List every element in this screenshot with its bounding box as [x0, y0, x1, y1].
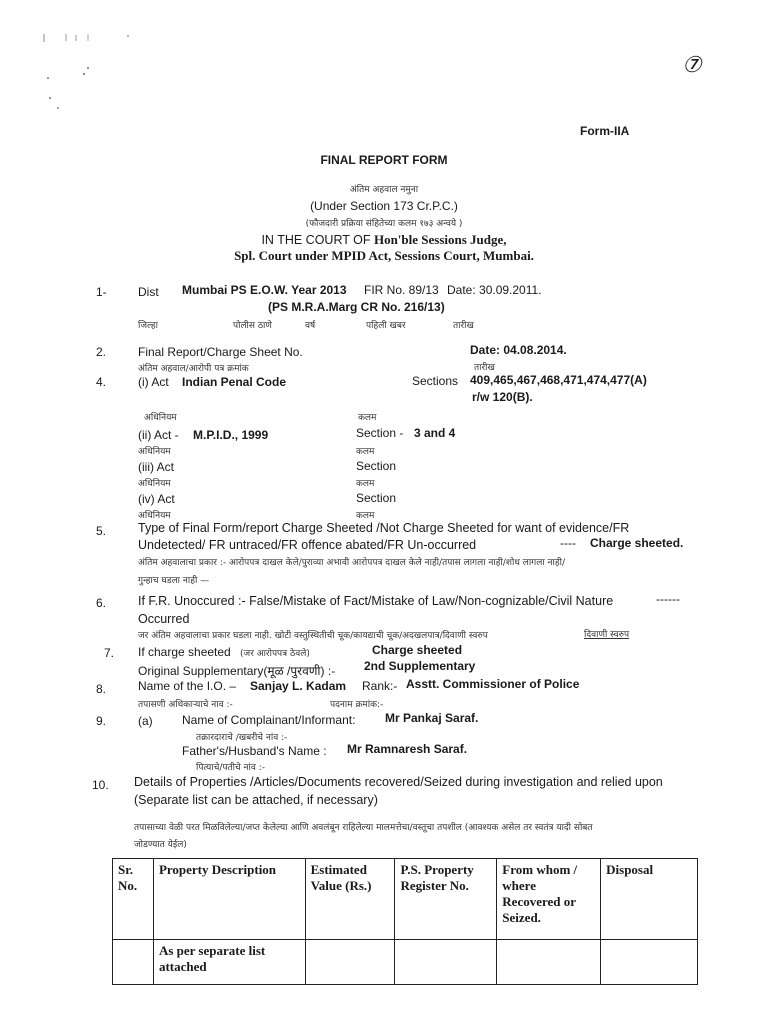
rank-dev-label: पदनाम क्रमांक:- [330, 700, 384, 710]
item-1-dev-year: वर्ष [305, 321, 316, 331]
court-line-2: Spl. Court under MPID Act, Sessions Court, Mumbai. [234, 248, 534, 263]
section-dev-label: कलम [358, 413, 377, 423]
item-2-dev: अंतिम अहवाल/आरोपी पत्र क्रमांक [138, 364, 249, 374]
act-iv-dev: अधिनियम [138, 511, 171, 521]
section-iv-dev: कलम [356, 511, 375, 521]
item-1-date: Date: 30.09.2011. [447, 283, 542, 297]
item-10-line-2: (Separate list can be attached, if necessary) [134, 793, 378, 807]
header-recovered-from: From whom / where Recovered or Seized. [497, 859, 601, 940]
cell-estimated-value [305, 940, 395, 985]
item-10-number: 10. [92, 778, 109, 792]
section-ii-value: 3 and 4 [414, 426, 456, 440]
table-header-row [113, 859, 698, 940]
item-9-sub: (a) [138, 714, 153, 728]
item-1-cr: (PS M.R.A.Marg CR No. 216/13) [268, 300, 445, 314]
item-1-dev-date: तारीख [453, 321, 474, 331]
form-label: Form-IIA [580, 124, 630, 138]
item-10-dev-line-1: तपासाच्या वेळी परत मिळविलेल्या/जप्त केलेल्या आणि अवलंबून राहिलेल्या मालमत्तेचा/वस्तूचा तपशील (आवश्यक असेल तर स्वतंत्र यादी सोबत [134, 823, 593, 833]
act-iii-dev: अधिनियम [138, 479, 171, 489]
item-1-dev-district: जिल्हा [138, 321, 158, 331]
sections-value-2: r/w 120(B). [472, 390, 533, 404]
cell-sr-no [113, 940, 154, 985]
scan-noise-marks [36, 28, 146, 118]
cell-disposal [601, 940, 698, 985]
father-label: Father's/Husband's Name : [182, 744, 327, 758]
item-1-label: Dist [138, 285, 159, 299]
item-1-dev-fir: पहिली खबर [366, 321, 406, 331]
act-iv-label: (iv) Act [138, 492, 175, 506]
cell-property-description: As per separate list attached [153, 940, 305, 985]
item-1-value: Mumbai PS E.O.W. Year 2013 [182, 283, 347, 297]
section-iv-label: Section [356, 491, 397, 505]
act-ii-dev: अधिनियम [138, 447, 171, 457]
item-6-line-1: If F.R. Unoccured :- False/Mistake of Fact/Mistake of Law/Non-cognizable/Civil Nature [138, 594, 614, 608]
complainant-dev: तक्रारदाराचे /खबरीचे नांव :- [196, 733, 288, 743]
item-10-line-1: Details of Properties /Articles/Documents recovered/Seized during investigation and relied upon [134, 775, 663, 789]
io-rank: Asstt. Commissioner of Police [406, 677, 580, 691]
item-7-value: Charge sheeted [372, 643, 463, 657]
sections-label: Sections [412, 374, 459, 388]
item-5-dev-line-1: अंतिम अहवालाचा प्रकार :- आरोपपत्र दाखल केले/पुराव्या अभावी आरोपपत्र दाखल केले नाही/तपास लागला नाही/शोध लागला नाही/ [138, 558, 565, 568]
complainant-name: Mr Pankaj Saraf. [385, 711, 479, 725]
supplementary-value: 2nd Supplementary [364, 659, 476, 673]
item-5-line-1: Type of Final Form/report Charge Sheeted /Not Charge Sheeted for want of evidence/FR [138, 521, 630, 535]
rank-label: Rank:- [362, 679, 398, 693]
item-7-number: 7. [104, 646, 115, 660]
act-i-value: Indian Penal Code [182, 375, 287, 389]
item-5-number: 5. [96, 524, 107, 538]
item-10-dev-line-2: जोडण्यात येईल) [134, 840, 187, 850]
item-2-date: Date: 04.08.2014. [470, 343, 567, 357]
header-estimated-value: Estimated Value (Rs.) [305, 859, 395, 940]
property-table [112, 858, 698, 985]
section-ii-label: Section - [356, 426, 404, 440]
form-title: FINAL REPORT FORM [320, 153, 448, 167]
item-7-label: If charge sheeted [138, 645, 231, 659]
father-name: Mr Ramnaresh Saraf. [347, 742, 468, 756]
under-section-devanagari: (फौजदारी प्रक्रिया संहितेच्या कलम १७३ अन्वये ) [305, 219, 463, 229]
item-2-label: Final Report/Charge Sheet No. [138, 345, 303, 359]
header-disposal: Disposal [601, 859, 698, 940]
form-title-devanagari: अंतिम अहवाल नमुना [349, 185, 419, 195]
complainant-label: Name of Complainant/Informant: [182, 713, 356, 727]
item-2-number: 2. [96, 345, 107, 359]
item-7-dev: (जर आरोपपत्र ठेवले) [240, 649, 310, 659]
section-ii-dev: कलम [356, 447, 375, 457]
court-prefix: IN THE COURT OF [261, 233, 374, 247]
section-iii-dev: कलम [356, 479, 375, 489]
item-9-number: 9. [96, 714, 107, 728]
sections-value: 409,465,467,468,471,474,477(A) [470, 373, 647, 387]
section-iii-label: Section [356, 459, 397, 473]
item-5-value: Charge sheeted. [590, 536, 684, 550]
item-8-number: 8. [96, 682, 107, 696]
page-number-mark: ⑦ [682, 52, 702, 77]
act-ii-label: (ii) Act - [138, 428, 179, 442]
header-property-description: Property Description [153, 859, 305, 940]
item-6-number: 6. [96, 596, 107, 610]
header-register-no: P.S. Property Register No. [395, 859, 497, 940]
item-2-dev-date: तारीख [474, 363, 495, 373]
item-6-dashes: ------ [656, 592, 680, 606]
court-line-1 [0, 232, 768, 248]
under-section: (Under Section 173 Cr.P.C.) [310, 199, 458, 213]
cell-recovered-from [497, 940, 601, 985]
item-1-number: 1- [96, 285, 107, 299]
header-sr-no: Sr. No. [113, 859, 154, 940]
item-5-line-2: Undetected/ FR untraced/FR offence abated/FR Un-occurred [138, 538, 477, 552]
table-row [113, 940, 698, 985]
item-6-dev-value: दिवाणी स्वरुप [584, 630, 630, 640]
item-6-dev-line: जर अंतिम अहवालाचा प्रकार घडला नाही. खोटी वस्तुस्थितीची चूक/कायद्याची चूक/अदखलपात्र/दिवाणी स्वरुप [138, 631, 488, 641]
supplementary-label: Original Supplementary(मूळ /पुरवणी) :- [138, 664, 336, 678]
item-6-line-2: Occurred [138, 612, 190, 626]
io-dev-label: तपासणी अधिकाऱ्याचे नाव :- [138, 700, 233, 710]
item-8-label: Name of the I.O. – [138, 679, 237, 693]
item-1-fir: FIR No. 89/13 [364, 283, 439, 297]
act-i-label: (i) Act [138, 375, 169, 389]
act-ii-value: M.P.I.D., 1999 [193, 428, 269, 442]
item-5-dashes: ---- [560, 536, 576, 550]
io-name: Sanjay L. Kadam [250, 679, 347, 693]
act-dev-label: अधिनियम [144, 413, 177, 423]
item-1-dev-station: पोलीस ठाणे [233, 321, 272, 331]
item-5-dev-line-2: गुन्हाच घडला नाही — [138, 576, 210, 586]
court-judge: Hon'ble Sessions Judge, [373, 232, 507, 247]
item-4-number: 4. [96, 375, 107, 389]
act-iii-label: (iii) Act [138, 460, 174, 474]
cell-register-no [395, 940, 497, 985]
father-dev: पित्याचे/पतीचे नांव :- [196, 763, 265, 773]
